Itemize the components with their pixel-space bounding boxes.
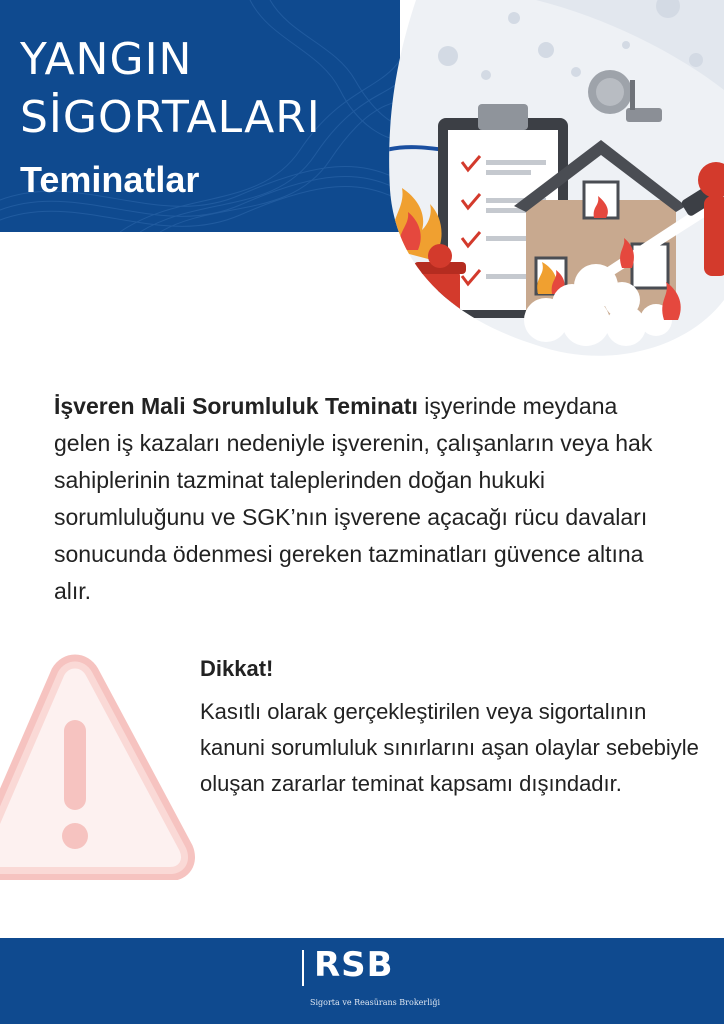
logo-divider xyxy=(302,950,304,986)
warning-title: Dikkat! xyxy=(200,656,274,681)
header-banner xyxy=(0,0,400,232)
warning-text: Kasıtlı olarak gerçekleştirilen veya sigortalının kanuni sorumluluk sınırlarını aşan olaylar sebebiyle oluşan zararlar teminat kapsamı dışındadır. xyxy=(200,699,699,796)
coverage-paragraph xyxy=(54,388,664,610)
footer-banner xyxy=(0,938,724,1024)
logo-tagline: Sigorta ve Reasürans Brokerliği xyxy=(310,998,441,1007)
subtitle: Teminatlar xyxy=(20,159,200,200)
title-line-2: SİGORTALARI xyxy=(20,92,321,143)
coverage-description: işyerinde meydana gelen iş kazaları nedeniyle işverenin, çalışanların veya hak sahiplerinin tazminat taleplerinden doğan hukuki sorumluluğunu ve SGK’nın işverene açacağı rücu davaları sonucunda ödenmesi gereken tazminatları güvence altına alır. xyxy=(54,393,653,604)
rsb-logo: RSB xyxy=(314,945,394,985)
warning-triangle-icon xyxy=(0,650,200,880)
title-line-1: YANGIN xyxy=(20,34,193,85)
fire-illustration xyxy=(386,0,724,360)
coverage-title: İşveren Mali Sorumluluk Teminatı xyxy=(54,393,418,419)
